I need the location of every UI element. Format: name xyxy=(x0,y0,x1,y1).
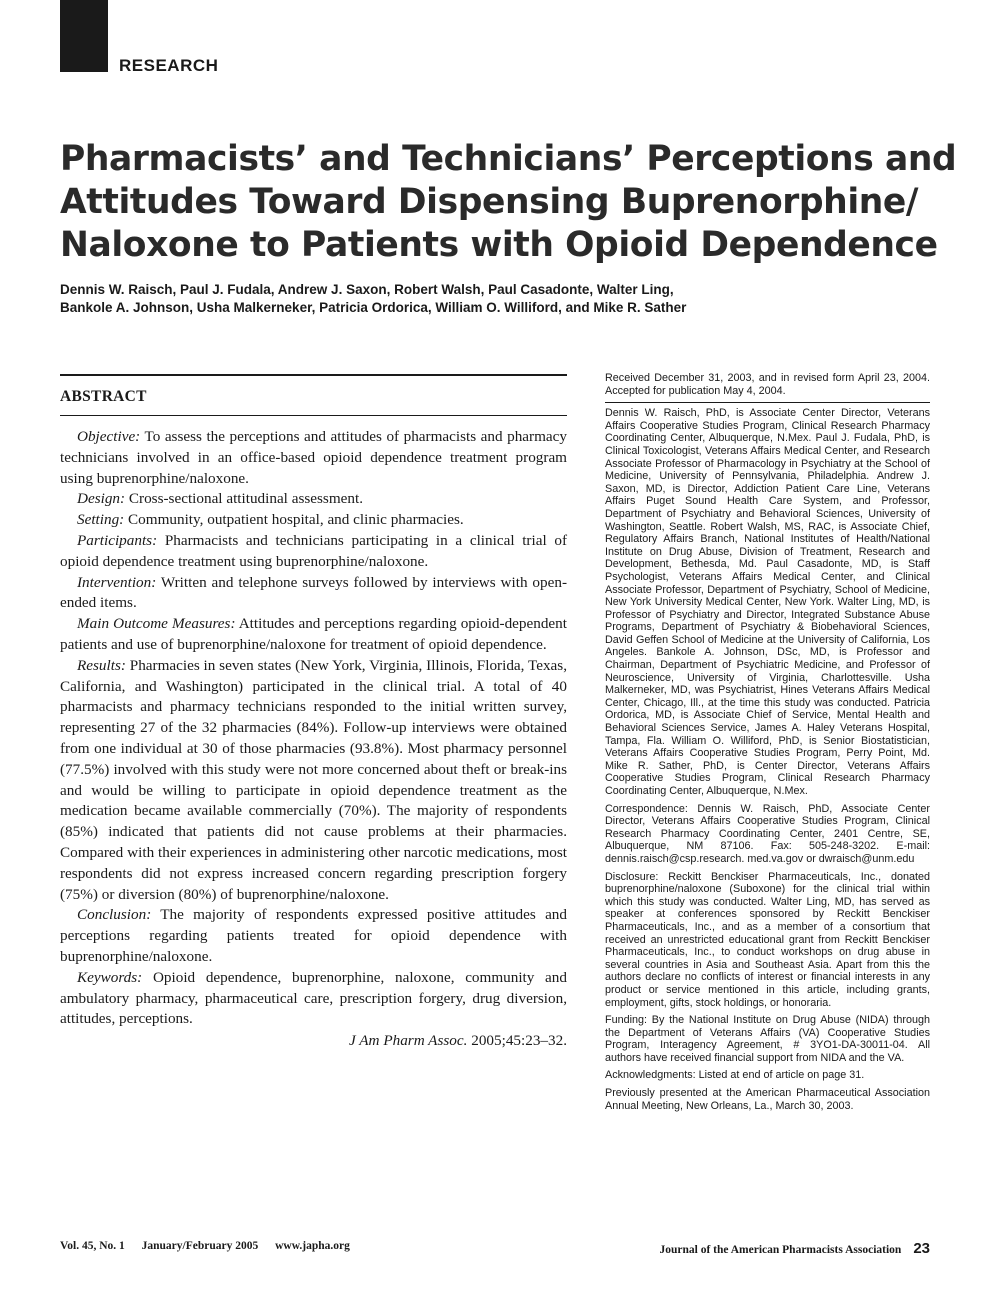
author-line-2: Bankole A. Johnson, Usha Malkerneker, Patricia Ordorica, William O. Williford, and Mike R. Sather xyxy=(60,300,687,315)
objective-label: Objective: xyxy=(77,428,141,445)
citation-journal: J Am Pharm Assoc. xyxy=(349,1032,468,1050)
page-number: 23 xyxy=(913,1240,930,1257)
abstract-results xyxy=(60,656,567,906)
notes-separator-rule xyxy=(605,402,930,403)
disclosure-note: Disclosure: Reckitt Benckiser Pharmaceuticals, Inc., donated buprenorphine/naloxone (Suboxone) for the clinical trial within which this study was conducted. Walter Ling, MD, has served as speaker at conferences sponsored by Reckitt Benckiser Pharmaceuticals, Inc., and as a member of a consortium that received an unrestricted educational grant from Reckitt Benckiser Pharmaceuticals, Inc., to conduct workshops on drug abuse in several countries in Asia and Southeast Asia. Apart from this the authors declare no conflicts of interest or financial interests in any product or service mentioned in this article, including grants, employment, gifts, stock holdings, or honoraria. xyxy=(605,870,930,1009)
abstract-top-rule xyxy=(60,374,567,376)
abstract-setting xyxy=(60,510,567,531)
acknowledgments-note: Acknowledgments: Listed at end of article on page 31. xyxy=(605,1069,865,1082)
intervention-label: Intervention: xyxy=(77,573,157,591)
title-line-2: Attitudes Toward Dispensing Buprenorphine/ xyxy=(60,182,919,222)
footer-website[interactable]: www.japha.org xyxy=(275,1240,350,1252)
footer-right xyxy=(660,1240,931,1257)
abstract-heading: ABSTRACT xyxy=(60,388,147,405)
abstract-participants xyxy=(60,531,567,573)
footer-volume: Vol. 45, No. 1 xyxy=(60,1240,125,1252)
design-label: Design: xyxy=(77,490,126,508)
article-notes-column xyxy=(605,372,930,1112)
participants-text: Pharmacists and technicians participating in a clinical trial of opioid dependence treatment using buprenorphine/naloxone. xyxy=(60,531,567,570)
citation xyxy=(60,1031,567,1052)
conclusion-label: Conclusion: xyxy=(77,906,152,924)
results-label: Results: xyxy=(77,656,126,674)
author-line-1: Dennis W. Raisch, Paul J. Fudala, Andrew J. Saxon, Robert Walsh, Paul Casadonte, Walter Ling, xyxy=(60,282,674,297)
footer-date: January/February 2005 xyxy=(141,1240,259,1252)
section-marker-block xyxy=(60,0,108,72)
participants-label: Participants: xyxy=(77,531,158,549)
title-line-1: Pharmacists’ and Technicians’ Perceptions and xyxy=(60,139,957,179)
objective-text: To assess the perceptions and attitudes of pharmacists and pharmacy technicians involved in an office-based opioid dependence treatment program using buprenorphine/naloxone. xyxy=(60,428,567,487)
abstract-design xyxy=(60,489,567,510)
correspondence-note: Correspondence: Dennis W. Raisch, PhD, Associate Center Director, Veterans Affairs Cooperative Studies Program, Clinical Research Pharmacy Coordinating Center, 2401 Centre, SE, Albuquerque, NM 87106. Fax: 505-248-3202. E-mail: dennis.raisch@csp.research. med.va.gov or dwraisch@unm.edu xyxy=(605,802,930,865)
funding-note: Funding: By the National Institute on Drug Abuse (NIDA) through the Department of Veterans Affairs (VA) Cooperative Studies Program, Interagency Agreement, # 3YO1-DA-30011-04. All authors have received financial support from NIDA and the VA. xyxy=(605,1014,930,1064)
citation-ref: 2005;45:23–32. xyxy=(467,1032,567,1050)
intervention-text: Written and telephone surveys followed by interviews with open-ended items. xyxy=(60,573,567,612)
presented-note: Previously presented at the American Pharmaceutical Association Annual Meeting, New Orleans, La., March 30, 2003. xyxy=(605,1087,930,1112)
abstract-heading-rule xyxy=(60,415,567,416)
setting-text: Community, outpatient hospital, and clinic pharmacies. xyxy=(124,511,464,529)
results-text: Pharmacies in seven states (New York, Virginia, Illinois, Florida, Texas, California, and Washington) participated in the clinical trial. A total of 40 pharmacists and pharmacy technicians responded to the initial written survey, representing 27 of the 32 pharmacies (84%). Follow-up interviews were obtained from one individual at 30 of those pharmacies (93.8%). Most pharmacy personnel (77.5%) involved with this study were not more concerned about theft or break-ins and would be willing to participate in opioid dependence treatment as the medication became available commercially (70%). The majority of respondents (85%) indicated that patients did not cause problems at their pharmacies. Compared with their experiences in administering other narcotic medications, most respondents did not express increased concern regarding prescription forgery (75%) or diversion (80%) of buprenorphine/naloxone. xyxy=(60,656,567,903)
design-text: Cross-sectional attitudinal assessment. xyxy=(125,490,363,508)
keywords-label: Keywords: xyxy=(77,968,143,986)
setting-label: Setting: xyxy=(77,511,125,529)
conclusion-text: The majority of respondents expressed positive attitudes and perceptions regarding patients treated for opioid dependence with buprenorphine/naloxone. xyxy=(60,906,567,965)
abstract-objective xyxy=(60,427,567,489)
received-note: Received December 31, 2003, and in revised form April 23, 2004. Accepted for publication May 4, 2004. xyxy=(605,372,930,397)
abstract-outcome-measures xyxy=(60,614,567,656)
article-title xyxy=(60,138,957,267)
abstract-column xyxy=(60,374,567,1052)
section-label: RESEARCH xyxy=(119,56,219,75)
footer-journal-name: Journal of the American Pharmacists Association xyxy=(659,1244,902,1256)
abstract-keywords xyxy=(60,968,567,1030)
outcome-measures-text: Attitudes and perceptions regarding opioid-dependent patients and use of buprenorphine/naloxone for treatment of opioid dependence. xyxy=(60,615,567,653)
author-affiliations: Dennis W. Raisch, PhD, is Associate Center Director, Veterans Affairs Cooperative Studies Program, Clinical Research Pharmacy Coordinating Center, Albuquerque, N.Mex. Paul J. Fudala, PhD, is Clinical Toxicologist, Veterans Affairs Medical Center, and Research Associate Professor of Pharmacology in Psychiatry at the School of Medicine, University of Pennsylvania, Philadelphia. Andrew J. Saxon, MD, is Director, Addiction Patient Care Line, Veterans Affairs Puget Sound Health Care System, and Professor, Department of Psychiatry and Behavioral Sciences, University of Washington, Seattle. Robert Walsh, MS, RAC, is Associate Chief, Regulatory Affairs Branch, National Institutes of Health/National Institute on Drug Abuse, Division of Treatment, Research and Development, Bethesda, Md. Paul Casadonte, MD, is Staff Psychologist, Veterans Affairs Medical Center, and Clinical Associate Professor, Department of Psychiatry, School of Medicine, New York University Medical Center, New York. Walter Ling, MD, is Professor of Psychiatry and Director, Integrated Substance Abuse Programs, Department of Psychiatry & Biobehavioral Sciences, David Geffen School of Medicine at the University of California, Los Angeles. Bankole A. Johnson, DSc, MD, is Professor and Chairman, Department of Psychiatric Medicine, and Professor of Neuroscience, University of Virginia, Charlottesville. Usha Malkerneker, MD, was Psychiatrist, Hines Veterans Affairs Medical Center, Chicago, Ill., at the time this study was conducted. Patricia Ordorica, MD, is Associate Chief of Service, Mental Health and Behavioral Sciences Service, James A. Haley Veterans Hospital, Tampa, Fla. William O. Williford, PhD, is Senior Biostatistician, Veterans Affairs Cooperative Studies Program, Perry Point, Md. Mike R. Sather, PhD, is Center Director, Veterans Affairs Cooperative Studies Program, Clinical Research Pharmacy Coordinating Center, Albuquerque, N.Mex. xyxy=(605,407,930,797)
footer-left xyxy=(60,1240,364,1252)
abstract-intervention xyxy=(60,573,567,615)
author-list xyxy=(60,281,940,317)
keywords-text: Opioid dependence, buprenorphine, naloxone, community and ambulatory pharmacy, pharmaceutical care, prescription forgery, drug diversion, attitudes, perceptions. xyxy=(60,968,567,1028)
outcome-measures-label: Main Outcome Measures: xyxy=(77,615,236,633)
abstract-conclusion xyxy=(60,905,567,967)
title-line-3: Naloxone to Patients with Opioid Dependence xyxy=(60,225,938,265)
